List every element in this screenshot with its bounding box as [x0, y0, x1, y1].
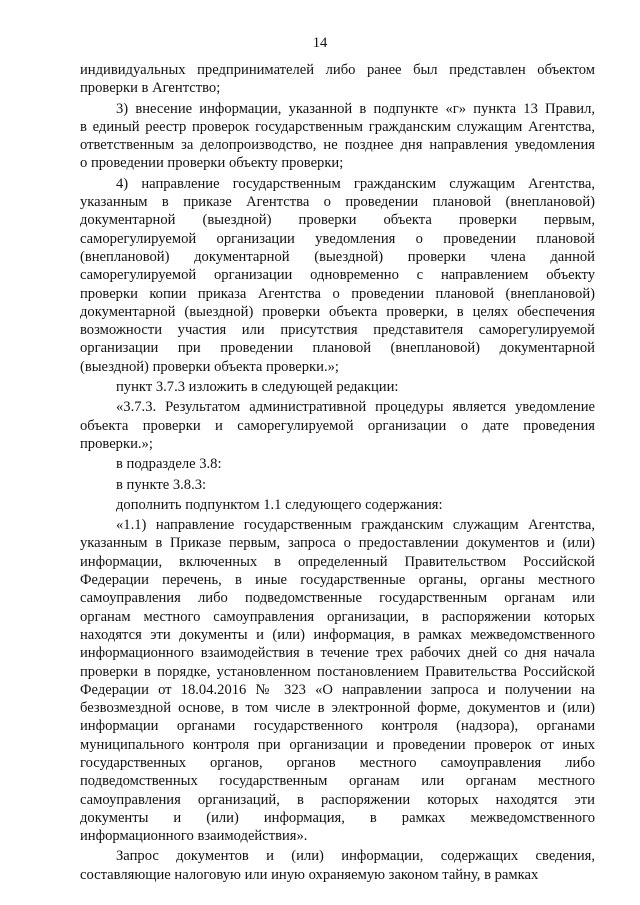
- text-line: саморегулируемой организации одновременно с направлением объекту: [80, 267, 595, 284]
- text-line: ответственным за делопроизводство, не позднее дня направления уведомления: [80, 137, 595, 154]
- paragraph: [80, 398, 595, 453]
- text-line: саморегулируемой организации уведомления о проведении плановой: [80, 230, 595, 247]
- text-line: о проведении проверки объекту проверки;: [80, 155, 344, 172]
- text-line: государственных органов, органов местного самоуправления либо: [80, 754, 595, 771]
- text-line: указанным в приказе Агентства о проведении плановой (внеплановой): [80, 194, 595, 211]
- paragraph: [80, 476, 595, 494]
- paragraph: [80, 516, 595, 845]
- paragraph: [80, 847, 595, 884]
- text-line: пункт 3.7.3 изложить в следующей редакции:: [116, 379, 399, 396]
- text-line: Запрос документов и (или) информации, содержащих сведения,: [116, 848, 595, 865]
- text-line: самоуправления либо подведомственные государственным органам или: [80, 590, 595, 607]
- text-line: (внеплановой) документарной (выездной) проверки члена данной: [80, 248, 595, 265]
- text-line: проверки в Агентство;: [80, 80, 221, 97]
- text-line: Федерации перечень, в иные государственные органы, органы местного: [80, 572, 595, 589]
- text-line: объекта проверки и саморегулируемой организации о дате проведения: [80, 417, 595, 434]
- text-line: в пункте 3.8.3:: [116, 476, 207, 493]
- text-line: составляющие налоговую или иную охраняемую законом тайну, в рамках: [80, 866, 539, 883]
- text-line: информационного взаимодействия».: [80, 828, 308, 845]
- text-line: органам местного самоуправления организации, в распоряжении которых: [80, 608, 595, 625]
- document-body: [80, 61, 595, 884]
- text-line: информационного взаимодействия в течение трех рабочих дней со дня начала: [80, 645, 595, 662]
- text-line: безвозмездной основе, в том числе в электронной форме, документов и (или): [80, 700, 595, 717]
- text-line: информации органами государственного контроля (надзора), органами: [80, 718, 595, 735]
- text-line: возможности участия или присутствия представителя саморегулируемой: [80, 322, 595, 339]
- paragraph: [80, 100, 595, 173]
- text-line: документарной (выездной) проверки объекта проверки первым,: [80, 212, 595, 229]
- text-line: 4) направление государственным гражданским служащим Агентства,: [116, 175, 595, 192]
- text-line: подведомственных государственным органам или органам местного: [80, 773, 595, 790]
- text-line: информации, включенных в определенный Правительством Российской: [80, 553, 595, 570]
- paragraph: [80, 175, 595, 376]
- text-line: Федерации от 18.04.2016 № 323 «О направлении запроса и получении на: [80, 681, 595, 698]
- text-line: индивидуальных предпринимателей либо ранее был представлен объектом: [80, 62, 595, 78]
- text-line: «1.1) направление государственным гражданским служащим Агентства,: [116, 517, 595, 534]
- text-line: в единый реестр проверок государственным гражданским служащим Агентства,: [80, 118, 595, 135]
- text-line: указанным в Приказе первым, запроса о предоставлении документов и (или): [80, 535, 595, 552]
- paragraph: [80, 378, 595, 396]
- text-line: (выездной) проверки объекта проверки.»;: [80, 358, 339, 375]
- text-line: самоуправления организаций, в распоряжении которых находятся эти: [80, 791, 595, 808]
- text-line: документы и (или) информация, в рамках межведомственного: [80, 809, 595, 826]
- paragraph: [80, 496, 595, 514]
- paragraph: [80, 61, 595, 98]
- text-line: документарной (выездной) проверки объекта проверки, в целях обеспечения: [80, 303, 595, 320]
- page-number: 14: [312, 35, 328, 51]
- text-line: «3.7.3. Результатом административной процедуры является уведомление: [116, 399, 595, 416]
- paragraph: [80, 455, 595, 473]
- text-line: в подразделе 3.8:: [116, 456, 222, 473]
- text-line: проверки в порядке, установленном постановлением Правительства Российской: [80, 663, 595, 680]
- text-line: 3) внесение информации, указанной в подпункте «г» пункта 13 Правил,: [116, 100, 595, 117]
- text-line: находятся эти документы и (или) информация, в рамках межведомственного: [80, 626, 595, 643]
- text-line: проверки копии приказа Агентства о проведении плановой (внеплановой): [80, 285, 595, 302]
- text-line: проверки.»;: [80, 435, 153, 452]
- text-line: муниципального контроля при организации и проведении проверок от иных: [80, 736, 595, 753]
- text-line: дополнить подпунктом 1.1 следующего содержания:: [116, 496, 443, 513]
- text-line: организации при проведении плановой (внеплановой) документарной: [80, 340, 595, 357]
